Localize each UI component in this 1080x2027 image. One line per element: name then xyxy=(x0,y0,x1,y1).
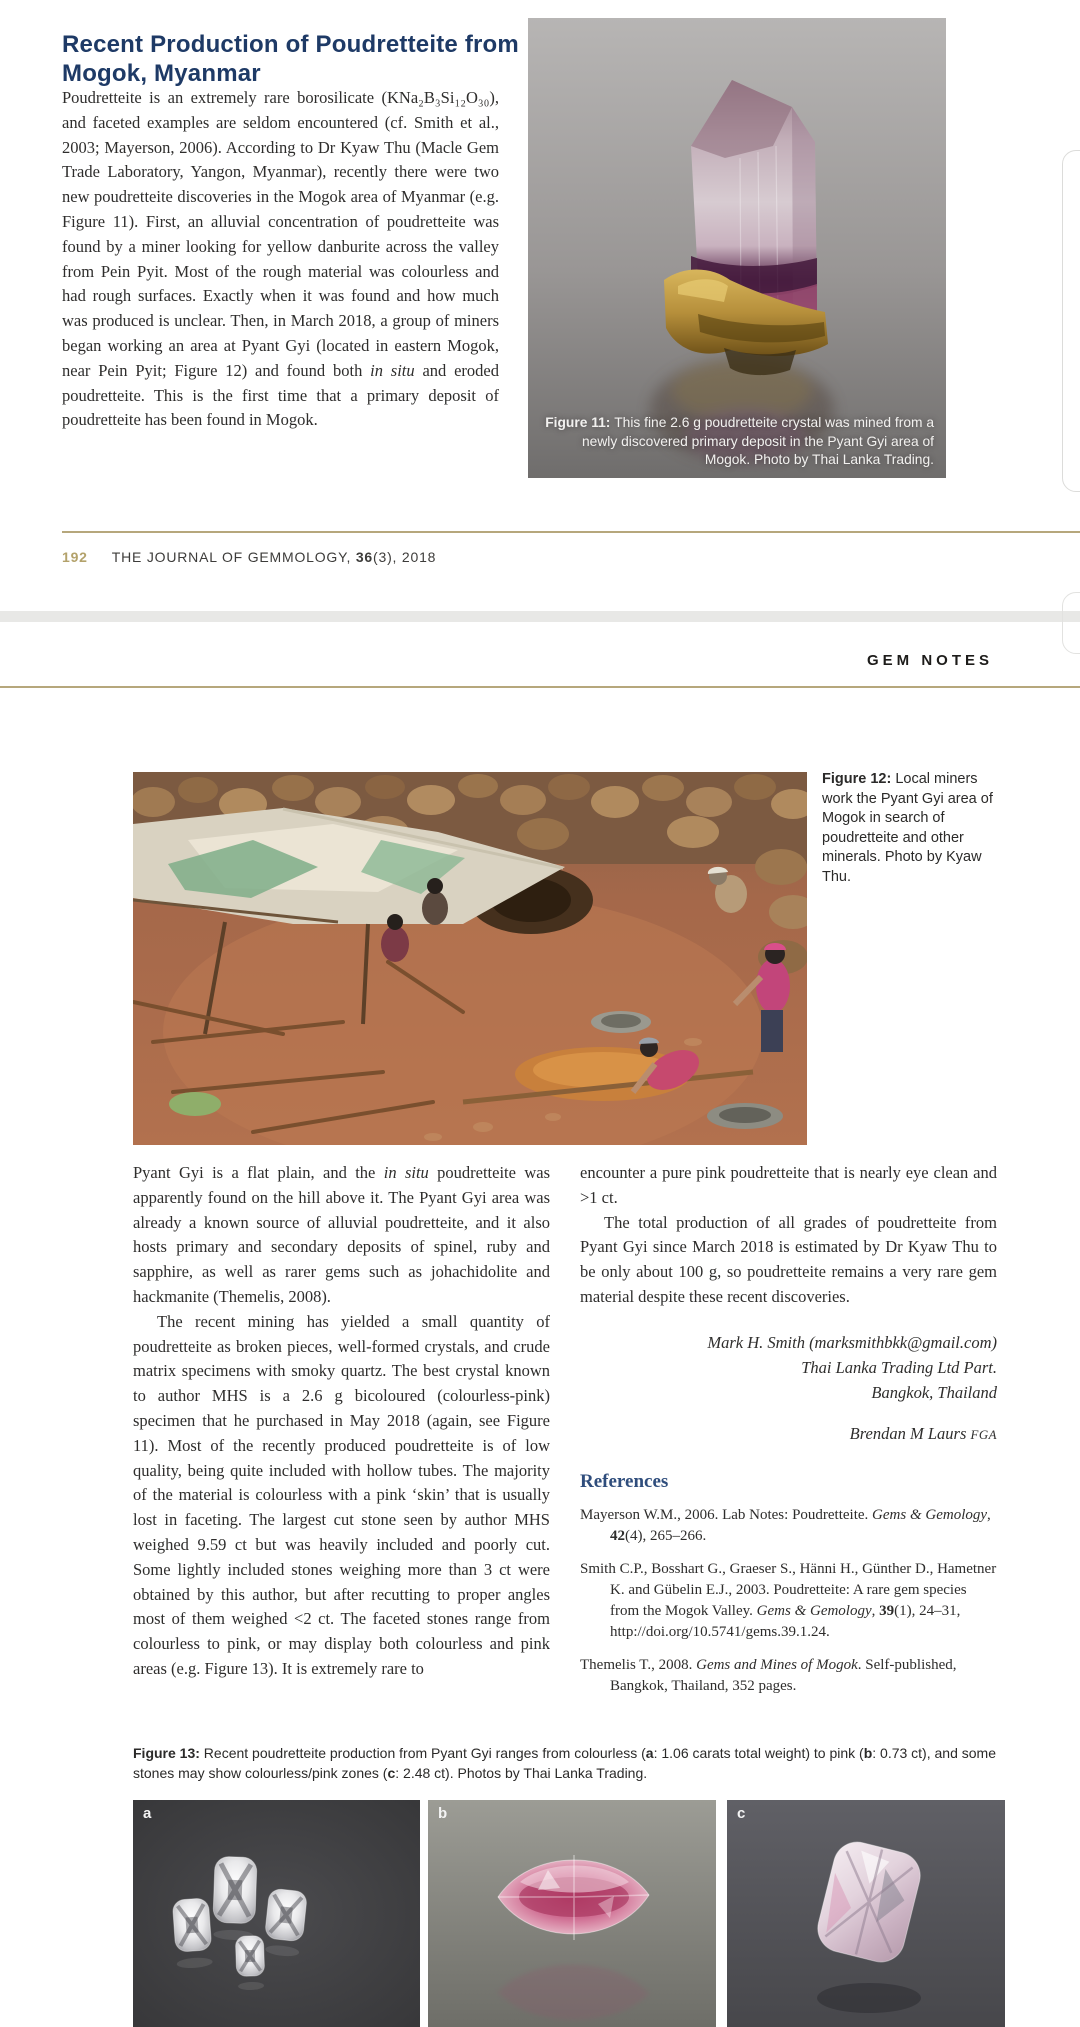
body-column-left xyxy=(133,1161,550,1682)
author-block xyxy=(580,1330,997,1448)
section-header-gem-notes: GEM NOTES xyxy=(866,652,993,669)
reference-item: Themelis T., 2008. Gems and Mines of Mogok. Self-published, Bangkok, Thailand, 352 pages. xyxy=(580,1656,957,1694)
pink-gem-photo xyxy=(428,1800,716,2027)
body-column-right xyxy=(580,1161,997,1709)
paragraph: The recent mining has yielded a small quantity of poudretteite as broken pieces, well-formed crystals, and crude matrix specimens with smoky quartz. The best crystal known to author MHS is a 2.6 g bicoloured (colourless-pink) specimen that he purchased in May 2018 (again, see Figure 11). Most of the recently produced poudretteite is of low quality, being quite included with hollow tubes. The majority of the material is colourless with a pink ‘skin’ that is usually lost in faceting. The largest cut stone seen by author MHS weighed 9.59 ct but was heavily included and poorly cut. Some lightly included stones weighing more than 3 ct were obtained by this author, but after recutting to proper angles most of them weighed <2 ct. The faceted stones range from colourless to pink, or may display both colourless and pink areas (e.g. Figure 13). It is extremely rare to xyxy=(133,1311,550,1678)
figure-13-photo-a xyxy=(133,1800,420,2027)
figure-13-photo-c xyxy=(727,1800,1005,2027)
page-number: 192 xyxy=(62,549,88,565)
author-location: Bangkok, Thailand xyxy=(871,1382,997,1402)
reference-item: Mayerson W.M., 2006. Lab Notes: Poudretteite. Gems & Gemology, 42(4), 265–266. xyxy=(580,1506,991,1544)
poudretteite-crystal-photo xyxy=(528,18,946,478)
figure-11-caption: Figure 11: This fine 2.6 g poudretteite crystal was mined from a newly discovered primary deposit in the Pyant Gyi area of Mogok. Photo by Thai Lanka Trading. xyxy=(545,415,934,468)
header-rule xyxy=(0,686,1080,688)
figure-13-caption: Figure 13: Recent poudretteite production from Pyant Gyi ranges from colourless (a: 1.06 carats total weight) to pink (b: 0.73 ct), and some stones may show colourless/pink zones (c: 2.48 ct). Photos by Thai Lanka Trading. xyxy=(133,1745,996,1781)
references-heading: References xyxy=(580,1470,669,1492)
author-name: Brendan M Laurs FGA xyxy=(849,1423,997,1443)
journal-citation: THE JOURNAL OF GEMMOLOGY, 36(3), 2018 xyxy=(111,549,437,565)
mining-scene-photo xyxy=(133,772,807,1145)
photo-label-c: c xyxy=(737,1805,746,1822)
paragraph: Pyant Gyi is a flat plain, and the in situ poudretteite was apparently found on the hill above it. The Pyant Gyi area was already a known source of alluvial poudretteite, and it also hosts primary and secondary deposits of spinel, ruby and sapphire, as well as rarer gems such as johachidolite and hackmanite (Themelis, 2008). xyxy=(133,1163,550,1306)
bicoloured-gem-photo xyxy=(727,1800,1005,2027)
photo-label-a: a xyxy=(143,1805,152,1822)
page-edge-card[interactable] xyxy=(1062,150,1080,492)
footer-rule xyxy=(62,531,1080,533)
page-footer xyxy=(62,549,436,565)
colourless-gems-photo xyxy=(133,1800,420,2027)
reference-item: Smith C.P., Bosshart G., Graeser S., Hänni H., Günther D., Hametner K. and Gübelin E.J., 2003. Poudretteite: A rare gem species from the Mogok Valley. Gems & Gemology, 39(1), 24–31, http://doi.org/10.5741/gems.39.1.24. xyxy=(580,1560,997,1640)
author-affiliation: Thai Lanka Trading Ltd Part. xyxy=(801,1357,997,1377)
article-title: Recent Production of Poudretteite from Mogok, Myanmar xyxy=(62,31,519,88)
author-name: Mark H. Smith (marksmithbkk@gmail.com) xyxy=(707,1332,997,1352)
photo-label-b: b xyxy=(438,1805,448,1822)
figure-12 xyxy=(133,772,807,1145)
page-edge-card[interactable] xyxy=(1062,592,1080,654)
page-separator xyxy=(0,611,1080,622)
figure-13-photo-b xyxy=(428,1800,716,2027)
figure-12-caption: Figure 12: Local miners work the Pyant Gyi area of Mogok in search of poudretteite and other minerals. Photo by Kyaw Thu. xyxy=(822,771,993,885)
paragraph: encounter a pure pink poudretteite that is nearly eye clean and >1 ct. xyxy=(580,1163,997,1207)
paragraph: The total production of all grades of poudretteite from Pyant Gyi since March 2018 is estimated by Dr Kyaw Thu to be only about 100 g, so poudretteite remains a very rare gem material despite these recent discoveries. xyxy=(580,1212,997,1306)
figure-11 xyxy=(528,18,946,478)
intro-paragraph: Poudretteite is an extremely rare borosilicate (KNa₂B₃Si₁₂O₃₀), and faceted examples are seldom encountered (cf. Smith et al., 2003; Mayerson, 2006). According to Dr Kyaw Thu (Macle Gem Trade Laboratory, Yangon, Myanmar), recently there were two new poudretteite discoveries in the Mogok area of Myanmar (e.g. Figure 11). First, an alluvial concentration of poudretteite was found by a miner looking for yellow danburite across the valley from Pein Pyit. Most of the rough material was colourless and had rough surfaces. Exactly when it was found and how much was produced is unclear. Then, in March 2018, a group of miners began working an area at Pyant Gyi (located in eastern Mogok, near Pein Pyit; Figure 12) and found both in situ and eroded poudretteite. This is the first time that a primary deposit of poudretteite has been found in Mogok. xyxy=(62,88,499,430)
